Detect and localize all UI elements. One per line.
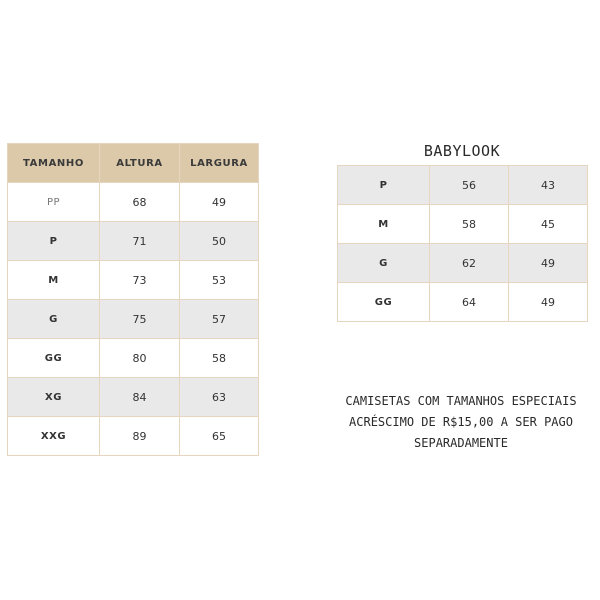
size-cell: G	[338, 244, 430, 283]
note-line: SEPARADAMENTE	[414, 436, 508, 450]
header-altura: ALTURA	[100, 144, 180, 183]
babylook-table	[337, 165, 588, 322]
header-tamanho: TAMANHO	[8, 144, 100, 183]
largura-cell: 58	[180, 339, 259, 378]
note-line: ACRÉSCIMO DE R$15,00 A SER PAGO	[349, 415, 573, 429]
table-row	[338, 244, 588, 283]
size-cell: P	[338, 166, 430, 205]
largura-cell: 65	[180, 417, 259, 456]
size-cell: GG	[8, 339, 100, 378]
table-row	[8, 339, 259, 378]
note-line: CAMISETAS COM TAMANHOS ESPECIAIS	[345, 394, 577, 408]
table-row	[8, 417, 259, 456]
special-sizes-note	[322, 391, 600, 454]
altura-cell: 64	[430, 283, 509, 322]
altura-cell: 84	[100, 378, 180, 417]
size-cell: P	[8, 222, 100, 261]
altura-cell: 68	[100, 183, 180, 222]
size-cell: XG	[8, 378, 100, 417]
largura-cell: 43	[509, 166, 588, 205]
altura-cell: 58	[430, 205, 509, 244]
largura-cell: 57	[180, 300, 259, 339]
altura-cell: 56	[430, 166, 509, 205]
largura-cell: 49	[509, 244, 588, 283]
size-cell: G	[8, 300, 100, 339]
size-cell: M	[338, 205, 430, 244]
largura-cell: 63	[180, 378, 259, 417]
altura-cell: 75	[100, 300, 180, 339]
table-row	[8, 222, 259, 261]
largura-cell: 50	[180, 222, 259, 261]
size-cell: PP	[8, 183, 100, 222]
table-row	[338, 283, 588, 322]
altura-cell: 73	[100, 261, 180, 300]
altura-cell: 62	[430, 244, 509, 283]
table-header-row	[8, 144, 259, 183]
babylook-title: BABYLOOK	[423, 142, 501, 160]
header-largura: LARGURA	[180, 144, 259, 183]
largura-cell: 49	[180, 183, 259, 222]
table-row	[338, 205, 588, 244]
altura-cell: 89	[100, 417, 180, 456]
altura-cell: 80	[100, 339, 180, 378]
size-cell: GG	[338, 283, 430, 322]
table-row	[8, 261, 259, 300]
table-row	[8, 183, 259, 222]
table-row	[338, 166, 588, 205]
largura-cell: 53	[180, 261, 259, 300]
table-row	[8, 300, 259, 339]
altura-cell: 71	[100, 222, 180, 261]
table-row	[8, 378, 259, 417]
size-cell: XXG	[8, 417, 100, 456]
size-cell: M	[8, 261, 100, 300]
largura-cell: 49	[509, 283, 588, 322]
largura-cell: 45	[509, 205, 588, 244]
size-table	[7, 143, 259, 456]
